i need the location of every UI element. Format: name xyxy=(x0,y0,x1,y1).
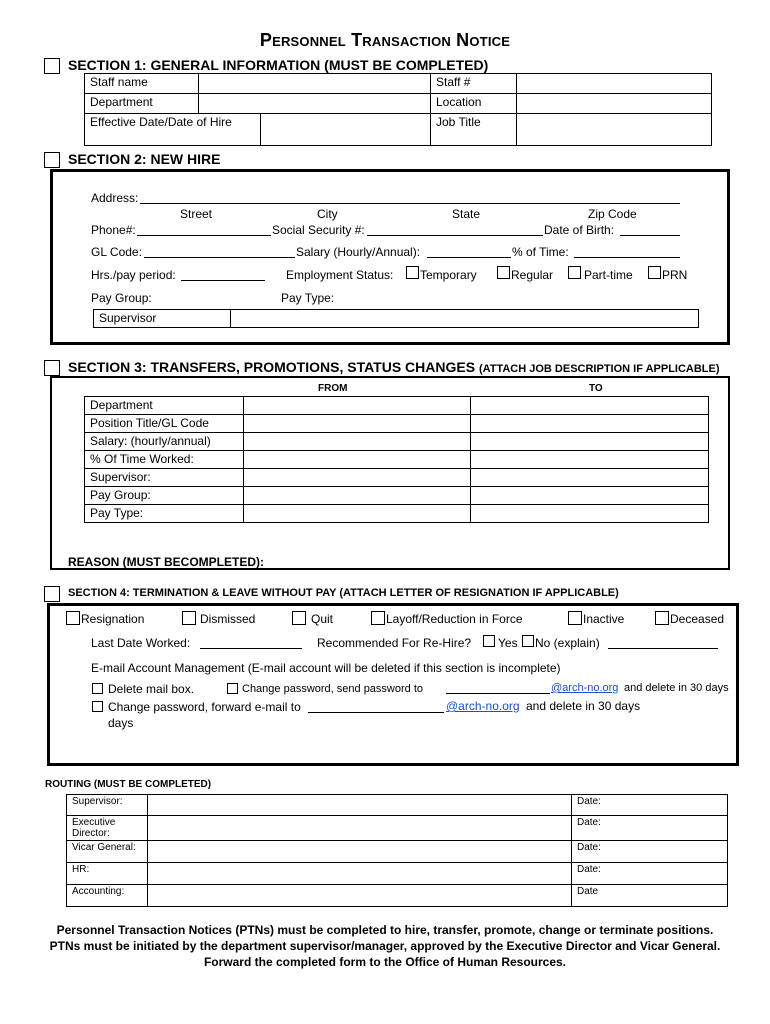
gl-code-label: GL Code: xyxy=(91,245,142,259)
dob-label: Date of Birth: xyxy=(544,223,615,237)
dismissed-label: Dismissed xyxy=(200,612,256,626)
salary-field[interactable] xyxy=(427,257,511,258)
hrs-pay-period-label: Hrs./pay period: xyxy=(91,268,176,282)
to-cell[interactable] xyxy=(471,469,709,487)
routing-signature-cell[interactable] xyxy=(148,863,572,885)
page-title: Personnel Transaction Notice xyxy=(259,30,511,50)
to-cell[interactable] xyxy=(471,505,709,523)
routing-date[interactable]: Date: xyxy=(572,841,728,863)
from-cell[interactable] xyxy=(244,433,471,451)
transfers-table xyxy=(84,396,709,523)
to-cell[interactable] xyxy=(471,451,709,469)
from-cell[interactable] xyxy=(244,487,471,505)
routing-date[interactable]: Date: xyxy=(572,795,728,816)
days-label: days xyxy=(108,716,134,730)
general-info-table xyxy=(84,73,712,146)
staff-number-field[interactable] xyxy=(517,74,712,94)
section3-heading-note: (ATTACH JOB DESCRIPTION IF APPLICABLE) xyxy=(478,363,720,375)
section4-heading: SECTION 4: TERMINATION & LEAVE WITHOUT PAY (ATTACH LETTER OF RESIGNATION IF APPLICABLE) xyxy=(68,587,619,599)
regular-label: Regular xyxy=(511,268,554,282)
last-date-field[interactable] xyxy=(200,648,302,649)
to-cell[interactable] xyxy=(471,397,709,415)
supervisor-field[interactable] xyxy=(231,310,699,328)
staff-name-field[interactable] xyxy=(199,74,431,94)
routing-role: Accounting: xyxy=(67,885,148,907)
to-label: TO xyxy=(589,383,603,394)
row-label: Salary: (hourly/annual) xyxy=(85,433,244,451)
rehire-label: Recommended For Re-Hire? xyxy=(317,636,472,650)
change-password-send-label: Change password, send password to xyxy=(242,683,423,695)
gl-code-field[interactable] xyxy=(144,257,295,258)
phone-label: Phone#: xyxy=(91,223,136,237)
state-label: State xyxy=(452,207,481,221)
inactive-checkbox[interactable] xyxy=(568,611,582,625)
location-label: Location xyxy=(431,94,517,114)
delete-mailbox-label: Delete mail box. xyxy=(108,682,195,696)
ssn-label: Social Security #: xyxy=(272,223,365,237)
delete-30-days-2: and delete in 30 days xyxy=(526,699,641,713)
ssn-field[interactable] xyxy=(367,235,543,236)
section2-heading: SECTION 2: NEW HIRE xyxy=(68,151,221,167)
routing-role: Supervisor: xyxy=(67,795,148,816)
time-field[interactable] xyxy=(574,257,680,258)
routing-role: HR: xyxy=(67,863,148,885)
layoff-label: Layoff/Reduction in Force xyxy=(386,612,523,626)
prn-checkbox[interactable] xyxy=(648,266,661,279)
reason-label: REASON (MUST BECOMPLETED): xyxy=(68,555,264,569)
street-label: Street xyxy=(180,207,213,221)
quit-checkbox[interactable] xyxy=(292,611,306,625)
job-title-field[interactable] xyxy=(517,114,712,146)
row-label: Pay Group: xyxy=(85,487,244,505)
row-label: Position Title/GL Code xyxy=(85,415,244,433)
resignation-label: Resignation xyxy=(81,612,145,626)
routing-date[interactable]: Date: xyxy=(572,816,728,841)
footer-line-3: Forward the completed form to the Office of Human Resources. xyxy=(203,955,567,969)
section3-checkbox[interactable] xyxy=(44,360,60,376)
to-cell[interactable] xyxy=(471,415,709,433)
section1-heading: SECTION 1: GENERAL INFORMATION (MUST BE COMPLETED) xyxy=(68,57,489,73)
section4-checkbox[interactable] xyxy=(44,586,60,602)
domain-link-2[interactable]: @arch-no.org xyxy=(446,699,520,713)
zip-label: Zip Code xyxy=(588,207,637,221)
routing-date[interactable]: Date xyxy=(572,885,728,907)
location-field[interactable] xyxy=(517,94,712,114)
phone-field[interactable] xyxy=(137,235,271,236)
time-label: % of Time: xyxy=(512,245,569,259)
regular-checkbox[interactable] xyxy=(497,266,510,279)
from-cell[interactable] xyxy=(244,397,471,415)
to-cell[interactable] xyxy=(471,433,709,451)
part-time-checkbox[interactable] xyxy=(568,266,581,279)
domain-link-1[interactable]: @arch-no.org xyxy=(551,682,619,694)
row-label: % Of Time Worked: xyxy=(85,451,244,469)
routing-table xyxy=(66,794,728,907)
routing-signature-cell[interactable] xyxy=(148,885,572,907)
job-title-label: Job Title xyxy=(431,114,517,146)
section3-heading-main: SECTION 3: TRANSFERS, PROMOTIONS, STATUS CHANGES xyxy=(68,359,476,375)
rehire-no-checkbox[interactable] xyxy=(522,635,534,647)
pay-type-label: Pay Type: xyxy=(281,291,335,305)
address-field[interactable] xyxy=(140,203,680,204)
staff-number-label: Staff # xyxy=(431,74,517,94)
dismissed-checkbox[interactable] xyxy=(182,611,196,625)
temporary-checkbox[interactable] xyxy=(406,266,419,279)
resignation-checkbox[interactable] xyxy=(66,611,80,625)
delete-30-days-1: and delete in 30 days xyxy=(624,682,729,694)
to-cell[interactable] xyxy=(471,487,709,505)
inactive-label: Inactive xyxy=(583,612,625,626)
row-label: Pay Type: xyxy=(85,505,244,523)
change-password-forward-checkbox[interactable] xyxy=(92,701,103,712)
section1-checkbox[interactable] xyxy=(44,58,60,74)
routing-heading: ROUTING (MUST BE COMPLETED) xyxy=(45,779,212,790)
routing-role: Vicar General: xyxy=(67,841,148,863)
routing-signature-cell[interactable] xyxy=(148,795,572,816)
row-label: Department xyxy=(85,397,244,415)
city-label: City xyxy=(317,207,338,221)
hrs-pay-period-field[interactable] xyxy=(181,280,265,281)
footer-line-1: Personnel Transaction Notices (PTNs) must be completed to hire, transfer, promote, change or terminate positions. xyxy=(56,923,714,937)
from-label: FROM xyxy=(318,383,348,394)
quit-label: Quit xyxy=(311,612,334,626)
staff-name-label: Staff name xyxy=(85,74,199,94)
employment-status-label: Employment Status: xyxy=(286,268,394,282)
address-label: Address: xyxy=(91,191,139,205)
pay-group-label: Pay Group: xyxy=(91,291,152,305)
section3-heading xyxy=(68,359,720,375)
from-cell[interactable] xyxy=(244,415,471,433)
salary-label: Salary (Hourly/Annual): xyxy=(296,245,421,259)
department-field[interactable] xyxy=(199,94,431,114)
rehire-yes-label: Yes xyxy=(498,636,518,650)
dob-field[interactable] xyxy=(620,235,680,236)
department-label: Department xyxy=(85,94,199,114)
layoff-checkbox[interactable] xyxy=(371,611,385,625)
forward-email-field[interactable] xyxy=(308,712,444,713)
rehire-explain-field[interactable] xyxy=(608,648,718,649)
deceased-label: Deceased xyxy=(670,612,725,626)
supervisor-label: Supervisor xyxy=(94,310,231,328)
row-label: Supervisor: xyxy=(85,469,244,487)
email-management-label: E-mail Account Management (E-mail account will be deleted if this section is incomplete) xyxy=(91,661,561,675)
change-password-send-checkbox[interactable] xyxy=(227,683,238,694)
routing-signature-cell[interactable] xyxy=(148,816,572,841)
effective-date-field[interactable] xyxy=(261,114,430,145)
section2-checkbox[interactable] xyxy=(44,152,60,168)
last-date-label: Last Date Worked: xyxy=(91,636,191,650)
from-cell[interactable] xyxy=(244,451,471,469)
effective-date-label: Effective Date/Date of Hire xyxy=(85,114,261,145)
rehire-yes-checkbox[interactable] xyxy=(483,635,495,647)
routing-role: Executive Director: xyxy=(67,816,148,841)
prn-label: PRN xyxy=(662,268,688,282)
footer-line-2: PTNs must be initiated by the department supervisor/manager, approved by the Executive Director and Vicar General. xyxy=(49,939,721,953)
send-password-to-field[interactable] xyxy=(446,693,550,694)
supervisor-table xyxy=(93,309,699,328)
routing-date[interactable]: Date: xyxy=(572,863,728,885)
part-time-label: Part-time xyxy=(584,268,633,282)
rehire-no-label: No (explain) xyxy=(535,636,600,650)
from-cell[interactable] xyxy=(244,469,471,487)
from-cell[interactable] xyxy=(244,505,471,523)
routing-signature-cell[interactable] xyxy=(148,841,572,863)
deceased-checkbox[interactable] xyxy=(655,611,669,625)
delete-mailbox-checkbox[interactable] xyxy=(92,683,103,694)
change-password-forward-label: Change password, forward e-mail to xyxy=(108,700,301,714)
temporary-label: Temporary xyxy=(420,268,477,282)
